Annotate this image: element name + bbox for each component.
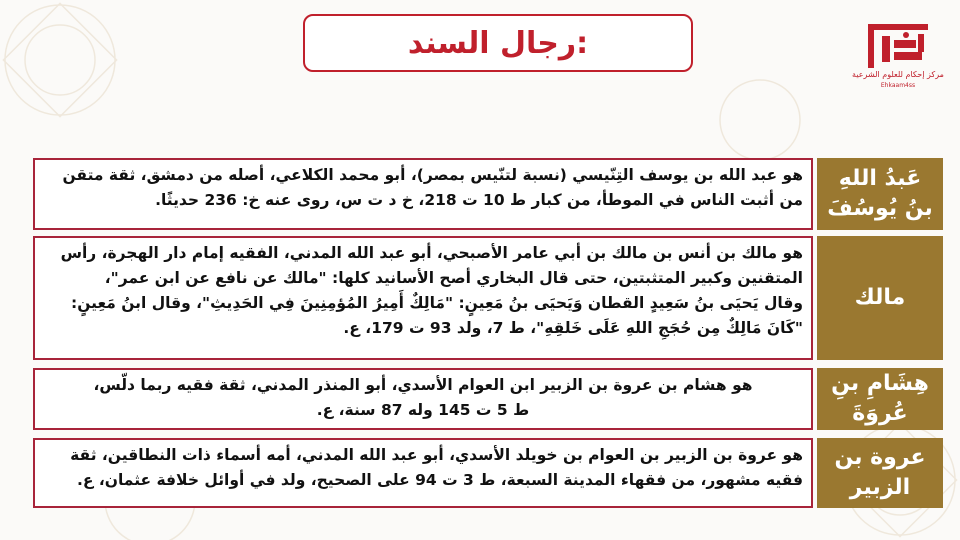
narrator-name: مالك bbox=[817, 236, 943, 360]
narrator-description: هو هشام بن عروة بن الزبير ابن العوام الأسدي، أبو المنذر المدني، ثقة فقيه ربما دلّس، ط 5 ت 145 وله 87 سنة، ع. bbox=[33, 368, 813, 430]
narrator-name: عروة بن الزبير bbox=[817, 438, 943, 508]
narrator-description: هو عبد الله بن يوسف التِنّيسي (نسبة لتنّيس بمصر)، أبو محمد الكلاعي، أصله من دمشق، ثقة متقن من أثبت الناس في الموطأ، من كبار ط 10 ت 218، خ د ت س، روى عنه خ: 236 حديثًا. bbox=[33, 158, 813, 230]
logo-tagline: Ehkaam4ss bbox=[880, 82, 916, 89]
narrator-description: هو عروة بن الزبير بن العوام بن خويلد الأسدي، أبو عبد الله المدني، أمه أسماء ذات النطاقين، ثقة فقيه مشهور، من فقهاء المدينة السبعة، ط 3 ت 94 على الصحيح، ولد في أوائل خلافة عثمان، ع. bbox=[33, 438, 813, 508]
slide-title: رجال السند: bbox=[407, 25, 589, 61]
logo bbox=[852, 20, 944, 98]
narrator-row bbox=[33, 368, 943, 430]
logo-subtitle: مركز إحكام للعلوم الشرعية bbox=[852, 70, 944, 79]
narrator-name: عَبدُ اللهِ بنُ يُوسُفَ bbox=[817, 158, 943, 230]
slide-title-box bbox=[303, 14, 693, 72]
logo-mark-icon bbox=[868, 24, 928, 68]
narrator-description: هو مالك بن أنس بن مالك بن أبي عامر الأصبحي، أبو عبد الله المدني، الفقيه إمام دار الهجرة، رأس المتقنين وكبير المتثبتين، حتى قال البخاري أصح الأسانيد كلها: "مالك عن نافع عن ابن عمر"، وقال يَحيَى بنُ سَعِيدٍ القطان وَيَحيَى بنُ مَعِينٍ: "مَالِكٌ أَمِيرُ المُؤمِنِينَ فِي الحَدِيثِ"، وقال ابنُ مَعِينٍ: "كَانَ مَالِكٌ مِن حُجَجِ اللهِ عَلَى خَلقِهِ"، ط 7، ولد 93 ت 179، ع. bbox=[33, 236, 813, 360]
narrator-name: هِشَامِ بنِ عُروَةَ bbox=[817, 368, 943, 430]
narrator-row bbox=[33, 158, 943, 230]
narrator-row bbox=[33, 236, 943, 360]
narrator-row bbox=[33, 438, 943, 508]
